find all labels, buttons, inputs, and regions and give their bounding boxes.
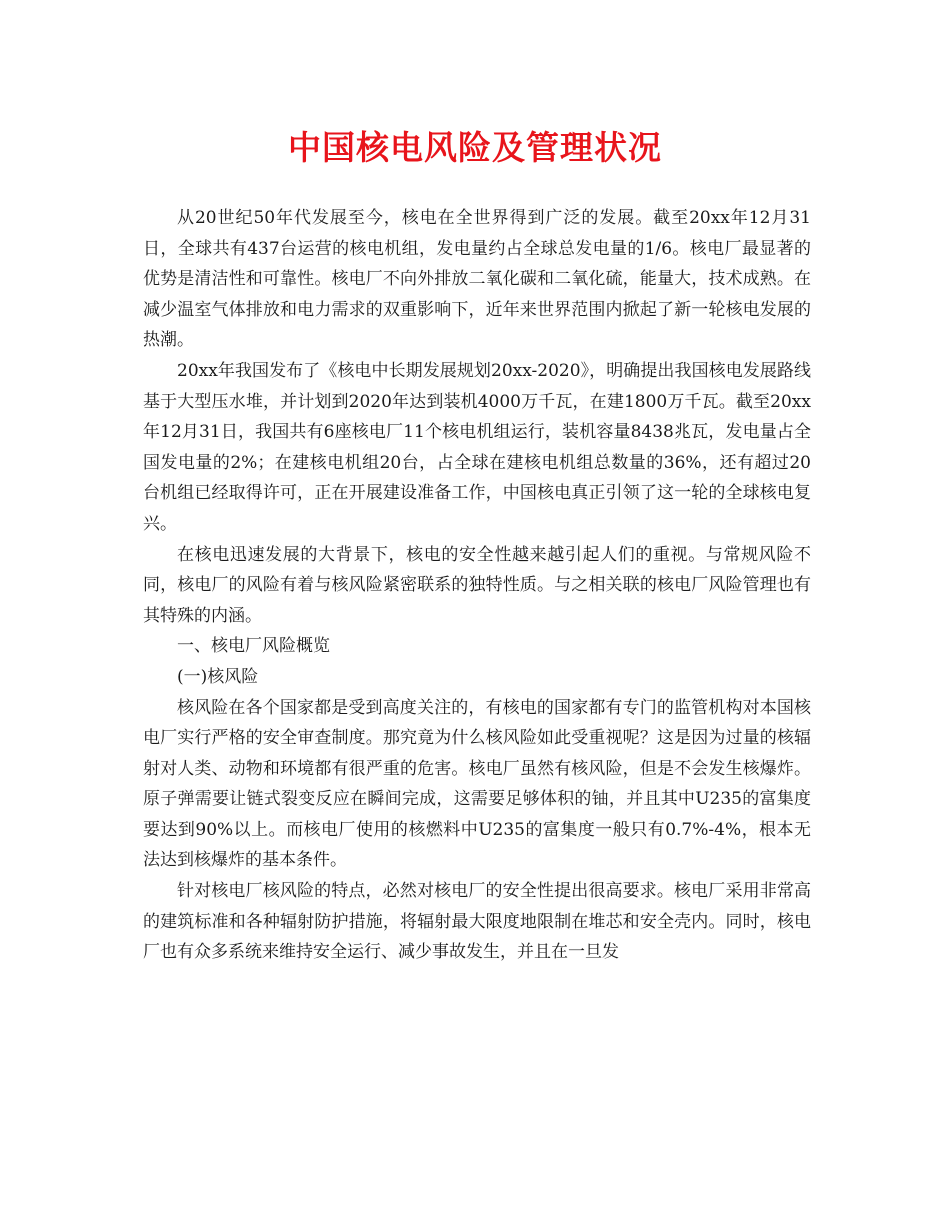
subsection-heading-nuclear-risk: (一)核风险 — [177, 666, 259, 687]
document-body — [143, 203, 811, 968]
paragraph-safety-background: 在核电迅速发展的大背景下，核电的安全性越来越引起人们的重视。与常规风险不同，核电厂的风险有着与核风险紧密联系的独特性质。与之相关联的核电厂风险管理也有其特殊的内涵。 — [143, 544, 811, 626]
document-title: 中国核电风险及管理状况 — [288, 128, 662, 167]
paragraph-intro: 从20世纪50年代发展至今，核电在全世界得到广泛的发展。截至20xx年12月31日，全球共有437台运营的核电机组，发电量约占全球总发电量的1/6。核电厂最显著的优势是清洁性和可靠性。核电厂不向外排放二氧化碳和二氧化硫，能量大，技术成熟。在减少温室气体排放和电力需求的双重影响下，近年来世界范围内掀起了新一轮核电发展的热潮。 — [143, 208, 811, 351]
paragraph-safety-requirements: 针对核电厂核风险的特点，必然对核电厂的安全性提出很高要求。核电厂采用非常高的建筑标准和各种辐射防护措施，将辐射最大限度地限制在堆芯和安全壳内。同时，核电厂也有众多系统来维持安全运行、减少事故发生，并且在一旦发 — [143, 881, 811, 963]
paragraph-nuclear-risk: 核风险在各个国家都是受到高度关注的，有核电的国家都有专门的监管机构对本国核电厂实行严格的安全审查制度。那究竟为什么核风险如此受重视呢？这是因为过量的核辐射对人类、动物和环境都有很严重的危害。核电厂虽然有核风险，但是不会发生核爆炸。原子弹需要让链式裂变反应在瞬间完成，这需要足够体积的铀，并且其中U235的富集度要达到90%以上。而核电厂使用的核燃料中U235的富集度一般只有0.7%-4%，根本无法达到核爆炸的基本条件。 — [143, 697, 811, 871]
section-heading-overview: 一、核电厂风险概览 — [177, 636, 330, 657]
paragraph-china-plan: 20xx年我国发布了《核电中长期发展规划20xx-2020》，明确提出我国核电发展路线基于大型压水堆，并计划到2020年达到装机4000万千瓦，在建1800万千瓦。截至20xx年12月31日，我国共有6座核电厂11个核电机组运行，装机容量8438兆瓦，发电量占全国发电量的2%；在建核电机组20台，占全球在建核电机组总数量的36%，还有超过20台机组已经取得许可，正在开展建设准备工作，中国核电真正引领了这一轮的全球核电复兴。 — [143, 360, 811, 534]
